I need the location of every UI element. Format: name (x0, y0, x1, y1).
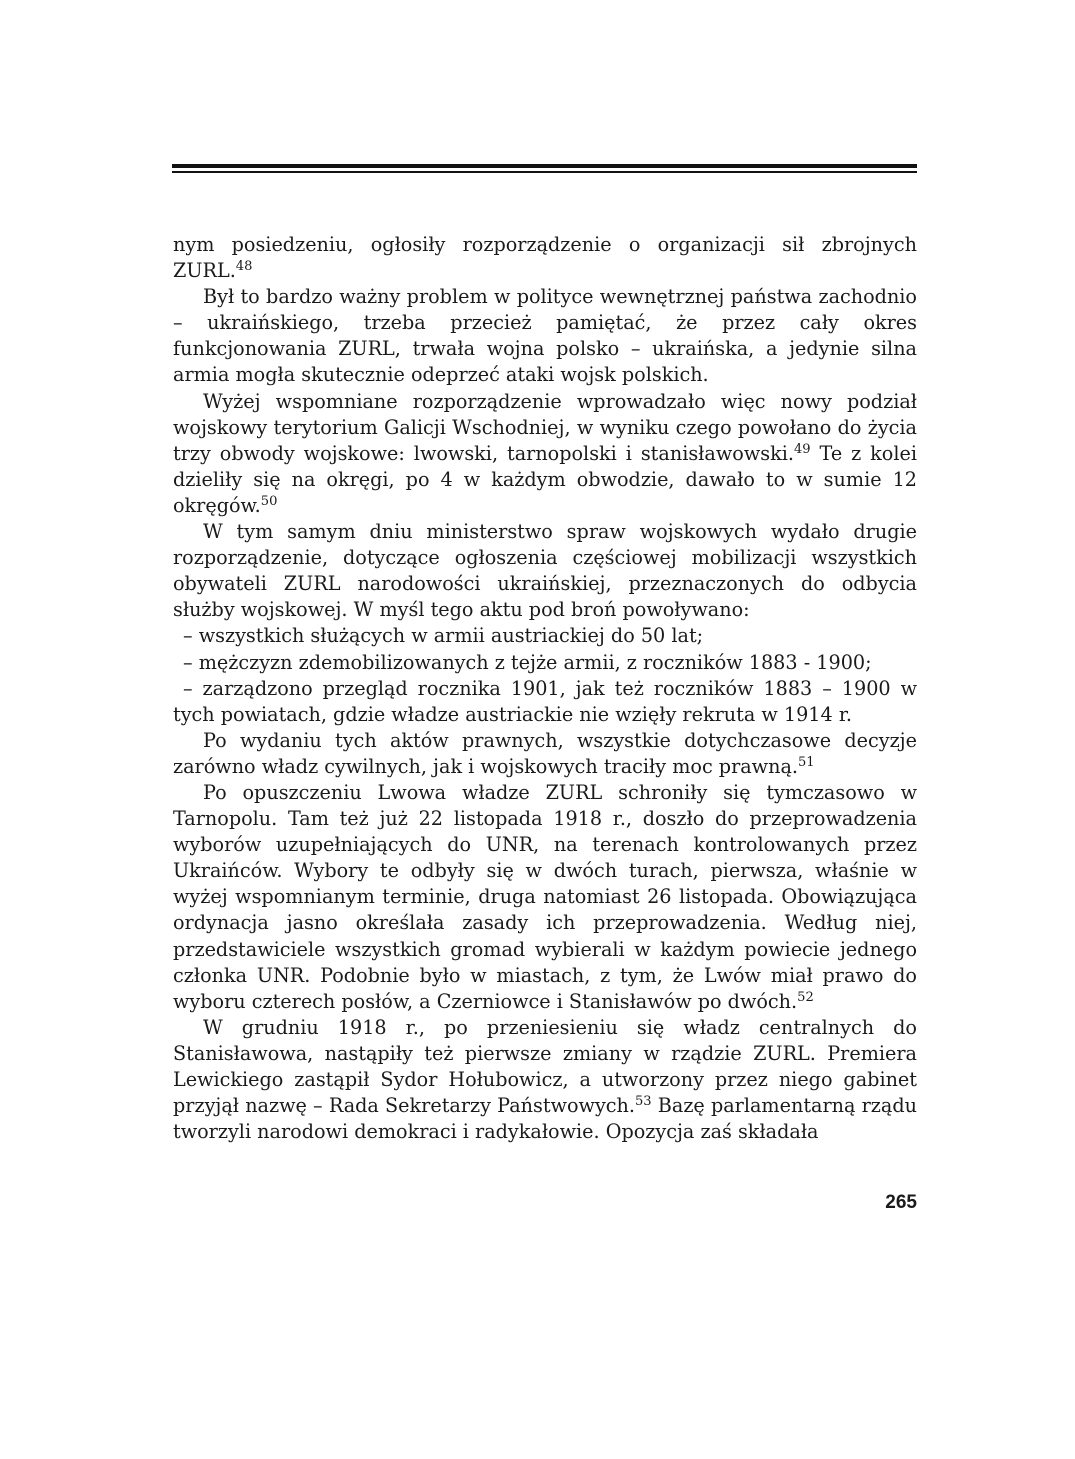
footnote-ref[interactable]: 50 (260, 493, 278, 509)
paragraph: W tym samym dniu ministerstwo spraw wojskowych wydało drugie rozporządzenie, dotyczące ogłoszenia częściowej mobilizacji wszystkich obywateli ZURL narodowości ukraińskiej, przeznaczonych do odbycia służby wojskowej. W myśl tego aktu pod broń powoływano: (173, 520, 917, 622)
paragraph: Wyżej wspomniane rozporządzenie wprowadzało więc nowy podział wojskowy terytorium Galicji Wschodniej, w wyniku czego powołano do życia trzy obwody wojskowe: lwowski, tarnopolski i stanisławowski.$^{49}$ Te z kolei dzieliły się na okręgi, po 4 w każdym obwodzie, dawało to w sumie 12 okręgów.$^{50}$ (173, 389, 917, 517)
paragraph: nym posiedzeniu, ogłosiły rozporządzenie o organizacji sił zbrojnych ZURL.$^{48}$ (173, 233, 917, 283)
footnote-ref[interactable]: 53 (635, 1093, 652, 1109)
paragraph: W grudniu 1918 r., po przeniesieniu się władz centralnych do Stanisławowa, nastąpiły też pierwsze zmiany w rządzie ZURL. Premiera Lewickiego zastąpił Sydor Hołubowicz, a utworzony przez niego gabinet przyjął nazwę – Rada Sekretarzy Państwowych.$^{53}$ Bazę parlamentarną rządu tworzyli narodowi demokraci i radykałowie. Opozycja zaś składała (173, 1015, 917, 1144)
header-rule-thin (172, 171, 917, 173)
page-number: 265 (885, 1192, 917, 1213)
footnote-ref[interactable]: 48 (235, 258, 253, 274)
footnote-ref[interactable]: 52 (797, 989, 814, 1005)
footnote-ref[interactable]: 51 (798, 754, 815, 770)
header-rule-thick (172, 164, 917, 168)
list-item: – zarządzono przegląd rocznika 1901, jak też roczników 1883 – 1900 w tych powiatach, gdzie władze austriackie nie wzięły rekruta w 1914 r. (173, 676, 917, 726)
list-item: – mężczyzn zdemobilizowanych z tejże armii, z roczników 1883 - 1900; (183, 650, 872, 674)
body-text (173, 232, 917, 1145)
paragraph: Po opuszczeniu Lwowa władze ZURL schroniły się tymczasowo w Tarnopolu. Tam też już 22 listopada 1918 r., doszło do przeprowadzenia wyborów uzupełniających do UNR, na terenach kontrolowanych przez Ukraińców. Wybory te odbyły się w dwóch turach, pierwsza, właśnie w wyżej wspomnianym terminie, druga natomiast 26 listopada. Obowiązująca ordynacja jasno określała zasady ich przeprowadzenia. Według niej, przedstawiciele wszystkich gromad wybierali w każdym powiecie jednego członka UNR. Podobnie było w miastach, z tym, że Lwów miał prawo do wyboru czterech posłów, a Czerniowce i Stanisławów po dwóch.$^{52}$ (173, 780, 917, 1013)
footnote-ref[interactable]: 49 (793, 441, 811, 457)
paragraph: Po wydaniu tych aktów prawnych, wszystkie dotychczasowe decyzje zarówno władz cywilnych, jak i wojskowych traciły moc prawną.$^{51}$ (173, 728, 917, 778)
list-item: – wszystkich służących w armii austriackiej do 50 lat; (183, 624, 704, 648)
paragraph: Był to bardzo ważny problem w polityce wewnętrznej państwa zachodnio – ukraińskiego, trzeba przecież pamiętać, że przez cały okres funkcjonowania ZURL, trwała wojna polsko – ukraińska, a jedynie silna armia mogła skutecznie odeprzeć ataki wojsk polskich. (173, 285, 917, 387)
